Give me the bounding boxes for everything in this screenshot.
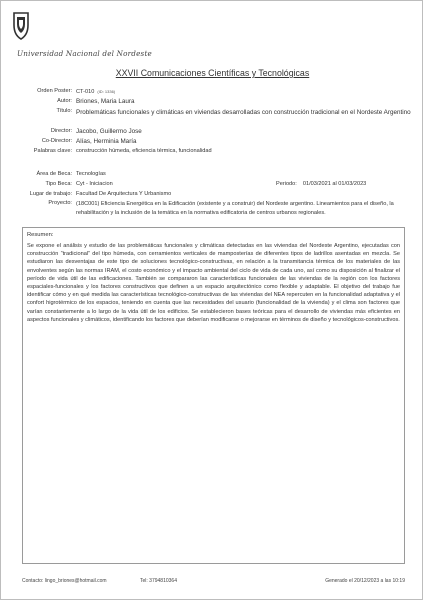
- tipo-value: Cyt - Iniciacion: [76, 181, 113, 187]
- palabras-label: Palabras clave:: [33, 148, 72, 154]
- codirector-value: Alías, Herminia María: [76, 138, 137, 145]
- orden-id: (ID: 1336): [97, 89, 116, 94]
- conference-title: XXVII Comunicaciones Científicas y Tecnológicas: [115, 68, 310, 78]
- orden-label: Orden Poster:: [37, 88, 72, 94]
- periodo: [276, 181, 366, 189]
- orden-value: CT-010 (ID: 1336): [76, 89, 116, 95]
- proyecto-label: Proyecto:: [48, 200, 72, 206]
- codirector-label: Co-Director:: [41, 138, 72, 144]
- lugar-value: Facultad De Arquitectura Y Urbanismo: [76, 191, 172, 197]
- resumen-label: Resumen:: [27, 232, 54, 238]
- lugar-label: Lugar de trabajo:: [29, 191, 72, 197]
- tipo-label: Tipo Beca:: [45, 181, 72, 187]
- footer-contact: Contacto: lingo_briones@hotmail.com: [22, 578, 107, 584]
- director-label: Director:: [50, 128, 72, 134]
- autor-value: Briones, Maria Laura: [76, 98, 135, 105]
- periodo-value: 01/03/2021 al 01/03/2023: [302, 181, 367, 187]
- area-label: Área de Beca:: [36, 171, 72, 177]
- director-value: Jacobo, Guillermo Jose: [76, 128, 142, 135]
- footer-phone: Tel: 3794810364: [140, 578, 177, 584]
- resumen-box: [22, 227, 405, 564]
- resumen-text: Se expone el análisis y estudio de las problemáticas funcionales y climáticas detectadas en las viviendas del Nordeste Argentino, ejecutadas con construcción “tradicional” del tipo húmeda, con cerramientos verticales de mamposterías de diferentes tipos de ladrillos asentadas en mezcla. Se estudiaron las desventajas de este tipo de soluciones tecnológico-constructivas, en relación a la transmitancia térmica de los materiales de las envolventes según las normas IRAM, el costo económico y el impacto ambiental del ciclo de vida de cada uno, así como su disposición al finalizar el período de vida útil de las edificaciones. También se compararon las características funcionales de las viviendas de la región con los factores espaciales-funcionales y los factores constructivos que definen a un espacio arquitectónico como flexible y adaptable. El objetivo del trabajo fue identificar cómo y en qué medida las características tecnológico-constructivas de las viviendas del NEA repercuten en la funcionalidad adaptativa y el confort higrotérmico de los espacios, teniendo en cuenta que las necesidades del usuario (funcionalidad de la vivienda) y el clima son factores que varían constantemente a lo largo de la vida útil de los edificios. Se establecieron bases teóricas para el desarrollo de viviendas más eficientes en aspectos funcionales y climáticos, identificando los factores que deberían modificarse o mejorarse en términos de diseño y tecnológicos-constructivos.: [27, 243, 400, 323]
- periodo-label: Periodo:: [276, 181, 297, 187]
- university-logo-icon: [11, 11, 31, 41]
- area-value: Tecnologías: [76, 171, 106, 177]
- footer: [22, 578, 405, 588]
- titulo-label: Título:: [56, 108, 72, 114]
- footer-generated: Generado el 20/12/2023 a las 10:19: [325, 578, 405, 584]
- university-name: Universidad Nacional del Nordeste: [17, 49, 152, 58]
- university-header: [11, 11, 211, 63]
- proyecto-value: (18C001) Eficiencia Energética en la Edificación (existente y a construir) del Nordeste argentino. Lineamientos para el diseño, la rehabilitación y la inclusión de la temática en la normativa edificatoria de centros urbanos regionales.: [76, 201, 394, 216]
- titulo-value: Problemáticas funcionales y climáticas en viviendas desarrolladas con construcción tradicional en el Nordeste Argentino: [76, 109, 411, 116]
- palabras-value: construcción húmeda, eficiencia térmica, funcionalidad: [76, 148, 212, 154]
- autor-label: Autor:: [57, 98, 72, 104]
